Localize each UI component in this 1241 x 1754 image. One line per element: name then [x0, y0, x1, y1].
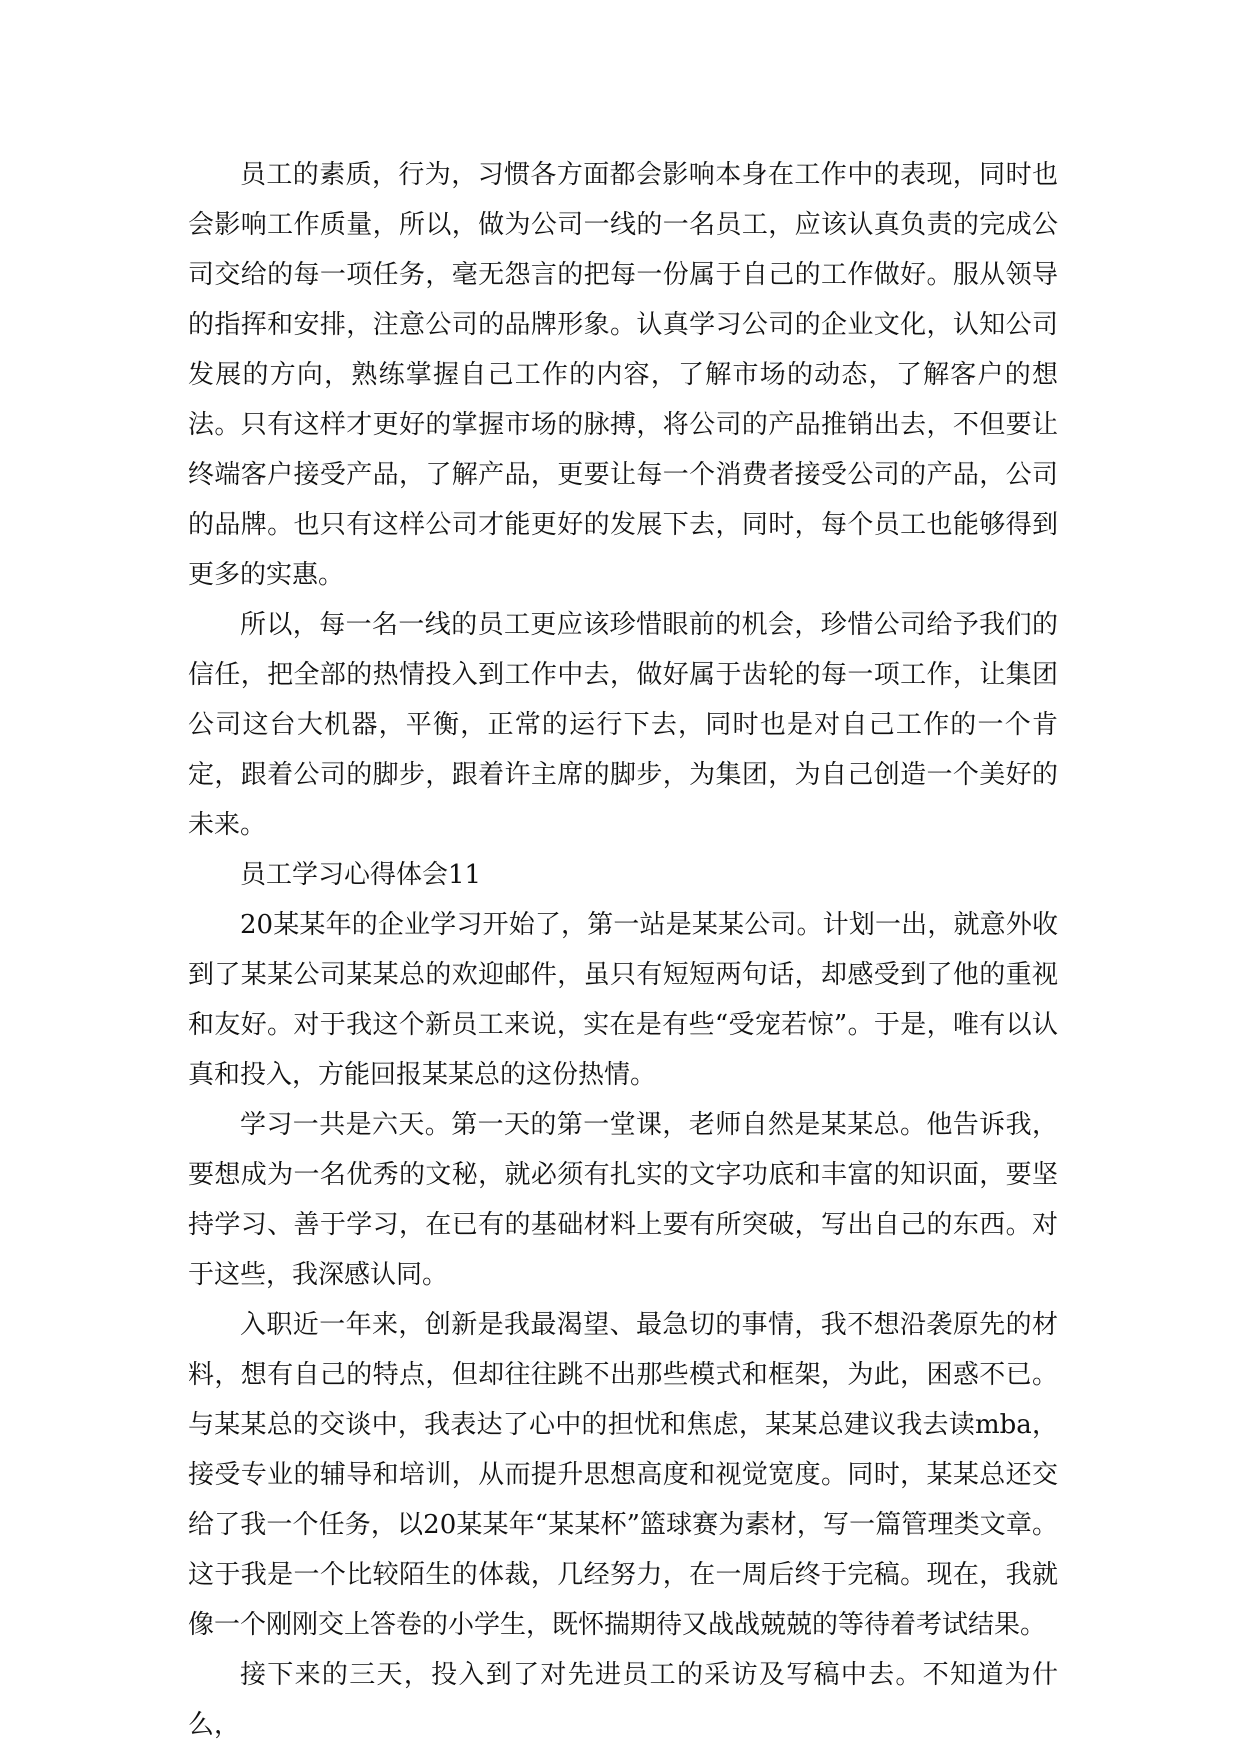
paragraph: 入职近一年来，创新是我最渴望、最急切的事情，我不想沿袭原先的材料，想有自己的特点，但却往往跳不出那些模式和框架，为此，困惑不已。与某某总的交谈中，我表达了心中的担忧和焦虑，某某总建议我去读mba，接受专业的辅导和培训，从而提升思想高度和视觉宽度。同时，某某总还交给了我一个任务，以20某某年“某某杯”篮球赛为素材，写一篇管理类文章。这于我是一个比较陌生的体裁，几经努力，在一周后终于完稿。现在，我就像一个刚刚交上答卷的小学生，既怀揣期待又战战兢兢的等待着考试结果。	[188, 1310, 1058, 1640]
paragraph: 学习一共是六天。第一天的第一堂课，老师自然是某某总。他告诉我，要想成为一名优秀的文秘，就必须有扎实的文字功底和丰富的知识面，要坚持学习、善于学习，在已有的基础材料上要有所突破，写出自己的东西。对于这些，我深感认同。	[188, 1110, 1058, 1290]
paragraph: 接下来的三天，投入到了对先进员工的采访及写稿中去。不知道为什么，	[188, 1660, 1058, 1740]
paragraph: 所以，每一名一线的员工更应该珍惜眼前的机会，珍惜公司给予我们的信任，把全部的热情投入到工作中去，做好属于齿轮的每一项工作，让集团公司这台大机器，平衡，正常的运行下去，同时也是对自己工作的一个肯定，跟着公司的脚步，跟着许主席的脚步，为集团，为自己创造一个美好的未来。	[188, 610, 1058, 840]
document-body	[188, 150, 1058, 1750]
paragraph: 员工的素质，行为，习惯各方面都会影响本身在工作中的表现，同时也会影响工作质量，所以，做为公司一线的一名员工，应该认真负责的完成公司交给的每一项任务，毫无怨言的把每一份属于自己的工作做好。服从领导的指挥和安排，注意公司的品牌形象。认真学习公司的企业文化，认知公司发展的方向，熟练掌握自己工作的内容，了解市场的动态，了解客户的想法。只有这样才更好的掌握市场的脉搏，将公司的产品推销出去，不但要让终端客户接受产品，了解产品，更要让每一个消费者接受公司的产品，公司的品牌。也只有这样公司才能更好的发展下去，同时，每个员工也能够得到更多的实惠。	[188, 160, 1058, 590]
section-heading: 员工学习心得体会11	[240, 860, 482, 890]
paragraph: 20某某年的企业学习开始了，第一站是某某公司。计划一出，就意外收到了某某公司某某总的欢迎邮件，虽只有短短两句话，却感受到了他的重视和友好。对于我这个新员工来说，实在是有些“受宠若惊”。于是，唯有以认真和投入，方能回报某某总的这份热情。	[188, 910, 1058, 1090]
